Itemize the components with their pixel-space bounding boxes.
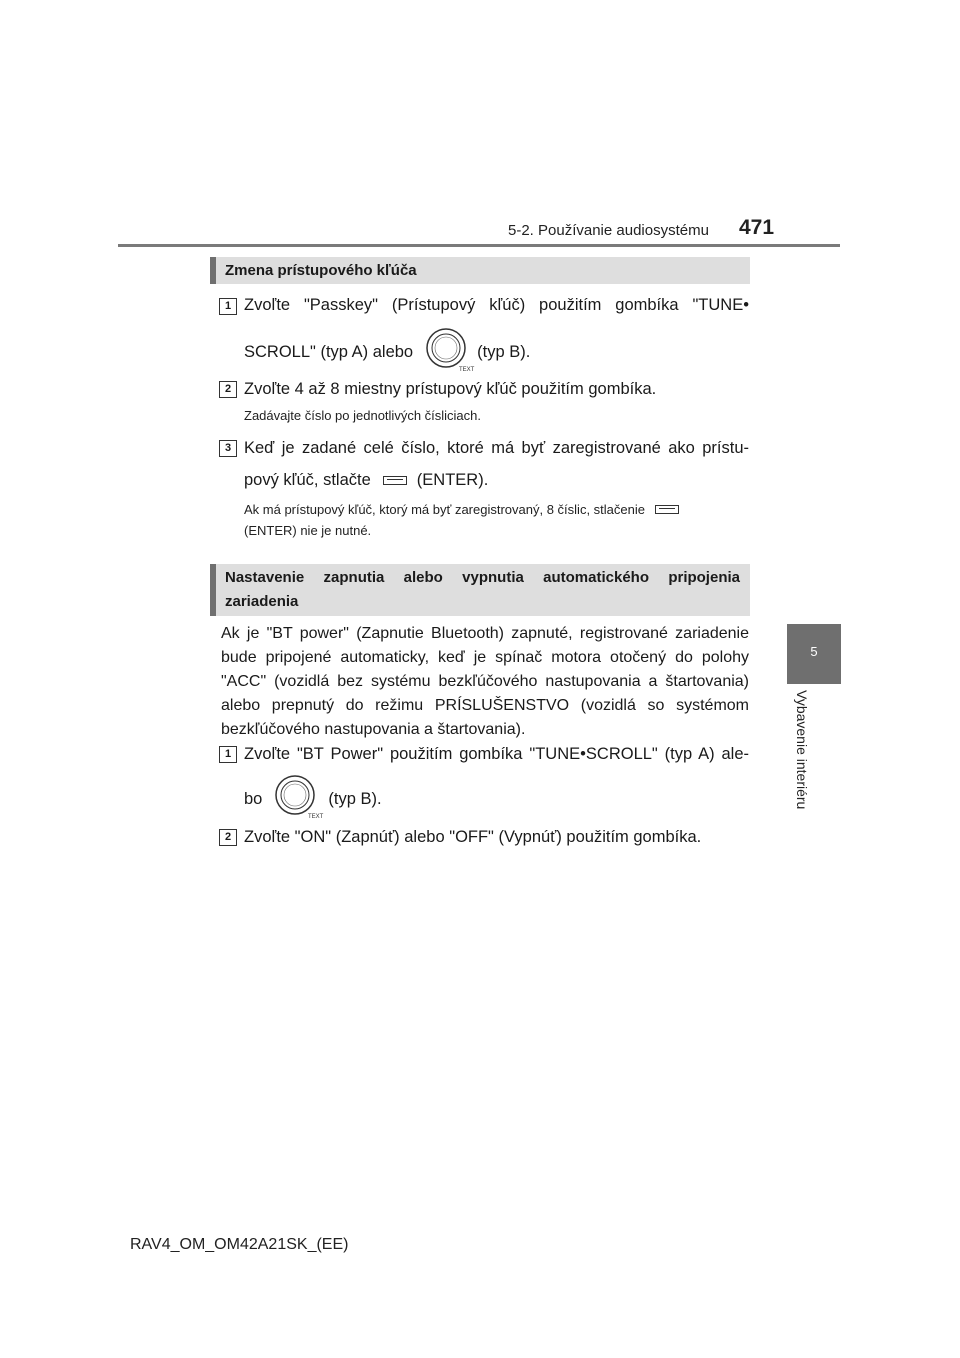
document-code: RAV4_OM_OM42A21SK_(EE) — [130, 1236, 349, 1253]
step-text: Zvoľte "ON" (Zapnúť) alebo "OFF" (Vypnúť) použitím gombíka. — [244, 828, 702, 846]
section-heading-auto-connect — [210, 564, 750, 616]
knob-label: TEXT — [308, 813, 324, 820]
step-text-line2 — [244, 471, 488, 490]
page-number: 471 — [739, 216, 775, 239]
step-number: 2 — [219, 381, 237, 398]
step-text: pový kľúč, stlačte — [244, 471, 371, 489]
header-divider — [118, 244, 840, 247]
tune-knob-icon — [425, 328, 475, 377]
step-text: Zvoľte "BT Power" použitím gombíka "TUNE•SCROLL" (typ A) ale- — [244, 745, 749, 763]
section-heading-passkey: Zmena prístupového kľúča — [210, 257, 750, 284]
header-section-title: 5-2. Používanie audiosystému — [508, 222, 709, 239]
step-text: (ENTER). — [416, 471, 489, 489]
enter-button-icon — [383, 476, 407, 485]
step-text: (typ B). — [477, 342, 531, 361]
step-note-line1 — [244, 502, 679, 517]
step-number: 2 — [219, 829, 237, 846]
knob-label: TEXT — [459, 366, 475, 373]
step-note: Ak má prístupový kľúč, ktorý má byť zaregistrovaný, 8 číslic, stlačenie — [244, 502, 645, 517]
chapter-number: 5 — [810, 644, 818, 659]
chapter-title: Vybavenie interiéru — [794, 690, 810, 810]
auto-connect-paragraph: Ak je "BT power" (Zapnutie Bluetooth) zapnuté, registrované zariadenie bude pripojené automaticky, keď je spínač motora otočený do polohy "ACC" (vozidlá bez systému bezkľúčového nastupovania a štartovania) alebo prepnutý do režimu PRÍSLUŠENSTVO (vozidlá so systémom bezkľúčového nastupovania a štartovania). — [221, 625, 749, 738]
step-text: bo — [244, 789, 263, 808]
step-number: 3 — [219, 440, 237, 457]
step-number: 1 — [219, 746, 237, 763]
step-text: Zvoľte 4 až 8 miestny prístupový kľúč použitím gombíka. — [244, 380, 657, 398]
enter-button-icon — [655, 505, 679, 514]
step-number: 1 — [219, 298, 237, 315]
heading-line: zariadenia — [225, 593, 299, 610]
step-note: (ENTER) nie je nutné. — [244, 523, 372, 538]
step-text-line2 — [244, 330, 530, 374]
tune-knob-icon — [274, 775, 324, 824]
step-text: Zvoľte "Passkey" (Prístupový kľúč) použitím gombíka "TUNE• — [244, 296, 749, 314]
chapter-tab — [787, 624, 841, 684]
step-text-line2 — [244, 777, 382, 821]
step-note: Zadávajte číslo po jednotlivých čísliciach. — [244, 408, 482, 423]
step-text: SCROLL" (typ A) alebo — [244, 342, 414, 361]
heading-line: Nastavenie zapnutia alebo vypnutia automatického pripojenia — [225, 569, 740, 586]
step-text: (typ B). — [328, 789, 382, 808]
step-text: Keď je zadané celé číslo, ktoré má byť zaregistrované ako prístu- — [244, 439, 749, 457]
